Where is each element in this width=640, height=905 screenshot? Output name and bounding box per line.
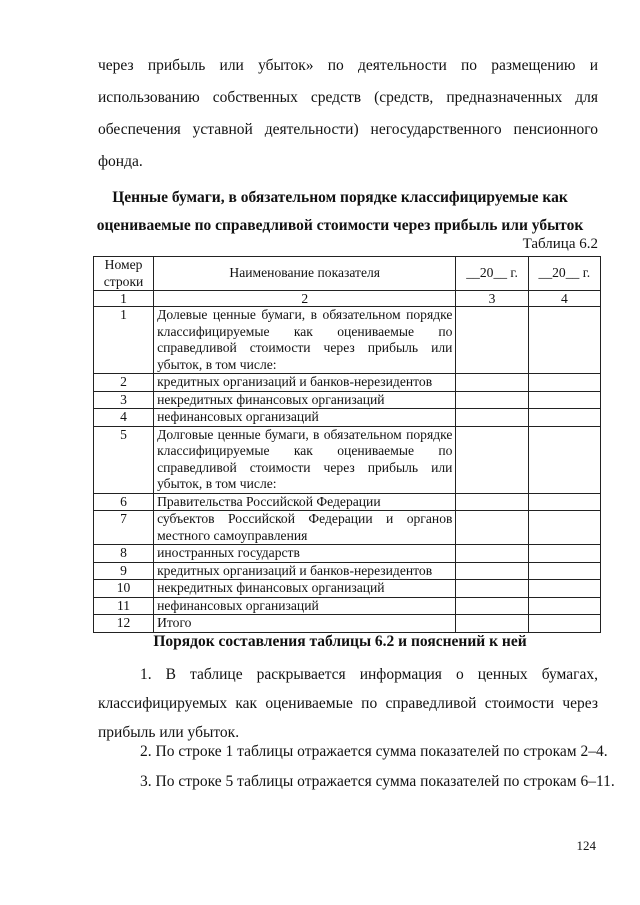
row-value-col4 (528, 391, 600, 409)
procedure-p3: 3. По строке 5 таблицы отражается сумма показателей по строкам 6–11. (140, 773, 615, 790)
row-number: 5 (94, 426, 154, 493)
intro-line-3: обеспечения уставной деятельности) негосударственного пенсионного (98, 121, 598, 138)
row-number: 2 (94, 374, 154, 392)
column-number-2: 2 (154, 291, 456, 307)
table-row (94, 374, 601, 392)
row-name: нефинансовых организаций (154, 597, 456, 615)
table-row (94, 493, 601, 511)
procedure-p1-line-1: 1. В таблице раскрывается информация о ценных бумагах, (140, 666, 598, 683)
row-name: субъектов Российской Федерации и органов местного самоуправления (154, 511, 456, 545)
column-number-1: 1 (94, 291, 154, 307)
row-value-col4 (528, 597, 600, 615)
section-title-line-1: Ценные бумаги, в обязательном порядке классифицируемые как (112, 189, 568, 206)
row-name: некредитных финансовых организаций (154, 580, 456, 598)
row-name: некредитных финансовых организаций (154, 391, 456, 409)
row-value-col3 (456, 562, 528, 580)
row-value-col3 (456, 597, 528, 615)
row-number: 11 (94, 597, 154, 615)
row-name: нефинансовых организаций (154, 409, 456, 427)
table-row (94, 409, 601, 427)
row-value-col3 (456, 391, 528, 409)
row-number: 9 (94, 562, 154, 580)
row-number: 12 (94, 615, 154, 633)
table-row (94, 391, 601, 409)
table-row (94, 426, 601, 493)
table-header-row (94, 257, 601, 291)
header-col4: __20__ г. (528, 257, 600, 291)
row-value-col3 (456, 493, 528, 511)
table-row (94, 511, 601, 545)
row-name: Итого (154, 615, 456, 633)
row-name: Правительства Российской Федерации (154, 493, 456, 511)
row-value-col4 (528, 545, 600, 563)
procedure-p1-line-2: классифицируемых как оцениваемые по справедливой стоимости через (98, 695, 598, 712)
row-number: 10 (94, 580, 154, 598)
row-value-col3 (456, 426, 528, 493)
procedure-p1-line-3: прибыль или убыток. (98, 724, 240, 741)
row-value-col3 (456, 545, 528, 563)
row-number: 7 (94, 511, 154, 545)
row-name: Долевые ценные бумаги, в обязательном порядке классифицируемые как оцениваемые по справедливой стоимости через прибыль или убыток, в том числе: (154, 307, 456, 374)
data-table (93, 256, 601, 633)
row-value-col4 (528, 426, 600, 493)
table-row (94, 562, 601, 580)
table-row (94, 597, 601, 615)
row-value-col4 (528, 562, 600, 580)
row-value-col4 (528, 374, 600, 392)
table-caption: Таблица 6.2 (522, 236, 598, 252)
row-name: кредитных организаций и банков-нерезидентов (154, 374, 456, 392)
row-value-col4 (528, 511, 600, 545)
page-number: 124 (576, 838, 596, 853)
column-number-4: 4 (528, 291, 600, 307)
row-value-col3 (456, 374, 528, 392)
row-value-col4 (528, 307, 600, 374)
intro-line-1: через прибыль или убыток» по деятельности по размещению и (98, 57, 598, 74)
row-value-col3 (456, 307, 528, 374)
intro-line-2: использованию собственных средств (средств, предназначенных для (98, 89, 598, 106)
row-value-col3 (456, 580, 528, 598)
table-row (94, 307, 601, 374)
row-number: 8 (94, 545, 154, 563)
row-value-col4 (528, 409, 600, 427)
row-value-col4 (528, 493, 600, 511)
procedure-p2: 2. По строке 1 таблицы отражается сумма показателей по строкам 2–4. (140, 743, 608, 760)
row-value-col3 (456, 409, 528, 427)
section-title-line-2: оцениваемые по справедливой стоимости через прибыль или убыток (96, 217, 584, 234)
procedure-title: Порядок составления таблицы 6.2 и пояснений к ней (153, 633, 527, 650)
column-number-row (94, 291, 601, 307)
header-indicator: Наименование показателя (154, 257, 456, 291)
row-name: иностранных государств (154, 545, 456, 563)
row-value-col3 (456, 511, 528, 545)
table-row (94, 545, 601, 563)
intro-line-4: фонда. (98, 153, 143, 170)
table-row (94, 580, 601, 598)
row-name: кредитных организаций и банков-нерезидентов (154, 562, 456, 580)
row-name: Долговые ценные бумаги, в обязательном порядке классифицируемые как оцениваемые по справедливой стоимости через прибыль или убыток, в том числе: (154, 426, 456, 493)
header-row-number: Номер строки (94, 257, 154, 291)
header-col3: __20__ г. (456, 257, 528, 291)
row-number: 3 (94, 391, 154, 409)
row-number: 6 (94, 493, 154, 511)
row-number: 4 (94, 409, 154, 427)
row-value-col4 (528, 580, 600, 598)
column-number-3: 3 (456, 291, 528, 307)
row-number: 1 (94, 307, 154, 374)
